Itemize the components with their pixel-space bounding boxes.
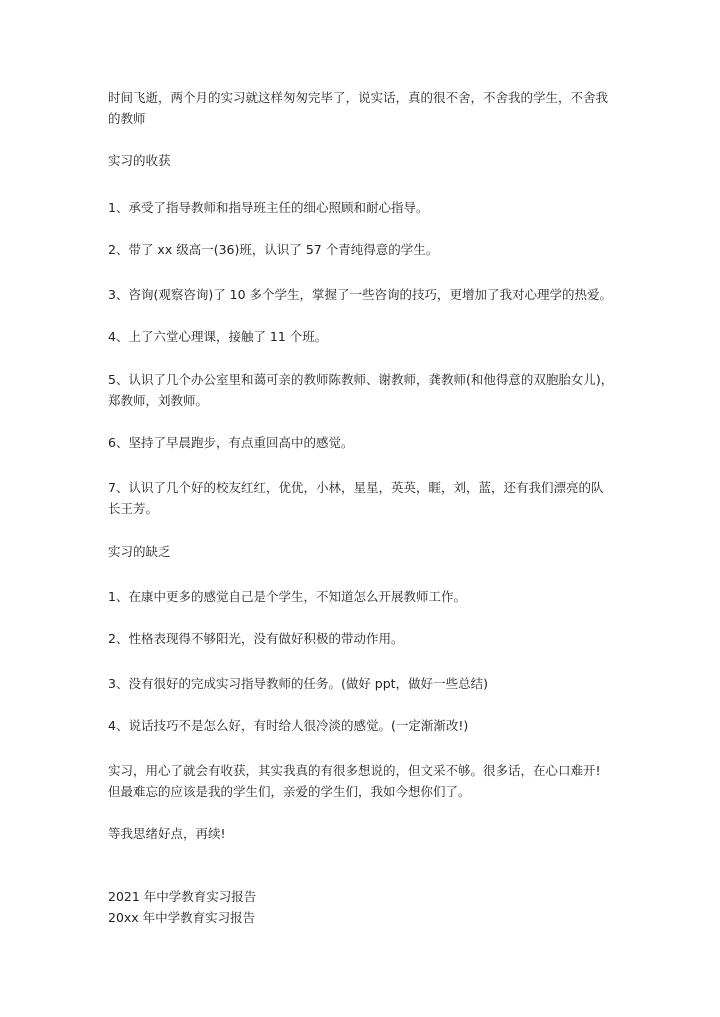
text-line: 3、咨询(观察咨询)了 10 多个学生，掌握了一些咨询的技巧，更增加了我对心理学的热爱。 <box>108 287 613 302</box>
gains-heading: 实习的收获 <box>108 153 171 168</box>
text-line: 4、说话技巧不是怎么好，有时给人很冷淡的感觉。(一定渐渐改!) <box>108 718 469 733</box>
text-line: 长王芳。 <box>108 501 159 516</box>
shortcomings-item-1 <box>108 586 466 607</box>
shortcomings-item-3 <box>108 673 488 694</box>
text-line: 5、认识了几个办公室里和蔼可亲的教师陈教师、谢教师，龚教师(和他得意的双胞胎女儿)， <box>108 372 614 387</box>
text-line: 实习，用心了就会有收获，其实我真的有很多想说的，但文采不够。很多话，在心口难开! <box>108 763 601 778</box>
gains-item-7 <box>108 477 603 519</box>
closing-paragraph <box>108 760 601 802</box>
shortcomings-heading: 实习的缺乏 <box>108 544 171 559</box>
text-line: 1、承受了指导教师和指导班主任的细心照顾和耐心指导。 <box>108 200 429 215</box>
text-line: 的教师 <box>108 111 146 126</box>
related-link[interactable]: 20xx 年中学教育实习报告 <box>108 910 256 925</box>
text-line: 6、坚持了早晨跑步，有点重回高中的感觉。 <box>108 435 354 450</box>
continue-note: 等我思绪好点，再续! <box>108 826 226 841</box>
related-link[interactable]: 2021 年中学教育实习报告 <box>108 889 257 904</box>
text-line: 郑教师，刘教师。 <box>108 393 209 408</box>
gains-item-2 <box>108 239 438 260</box>
text-line: 1、在康中更多的感觉自己是个学生，不知道怎么开展教师工作。 <box>108 589 466 604</box>
related-links <box>108 886 256 928</box>
shortcomings-item-4 <box>108 715 468 736</box>
gains-item-6 <box>108 432 353 453</box>
gains-item-4 <box>108 326 327 347</box>
text-line: 3、没有很好的完成实习指导教师的任务。(做好 ppt，做好一些总结) <box>108 676 488 691</box>
shortcomings-item-2 <box>108 628 403 649</box>
gains-item-5 <box>108 369 613 411</box>
text-line: 但最难忘的应该是我的学生们，亲爱的学生们，我如今想你们了。 <box>108 784 471 799</box>
text-line: 4、上了六堂心理课，接触了 11 个班。 <box>108 329 328 344</box>
intro-paragraph <box>108 87 608 129</box>
gains-item-1 <box>108 197 428 218</box>
text-line: 时间飞逝，两个月的实习就这样匆匆完毕了，说实话，真的很不舍，不舍我的学生，不舍我 <box>108 90 609 105</box>
text-line: 7、认识了几个好的校友红红，优优，小林，星星，英英，睚，刘，蓝，还有我们漂亮的队 <box>108 480 604 495</box>
text-line: 2、带了 xx 级高一(36)班，认识了 57 个青纯得意的学生。 <box>108 242 439 257</box>
gains-item-3 <box>108 284 612 305</box>
text-line: 2、性格表现得不够阳光，没有做好积极的带动作用。 <box>108 631 404 646</box>
